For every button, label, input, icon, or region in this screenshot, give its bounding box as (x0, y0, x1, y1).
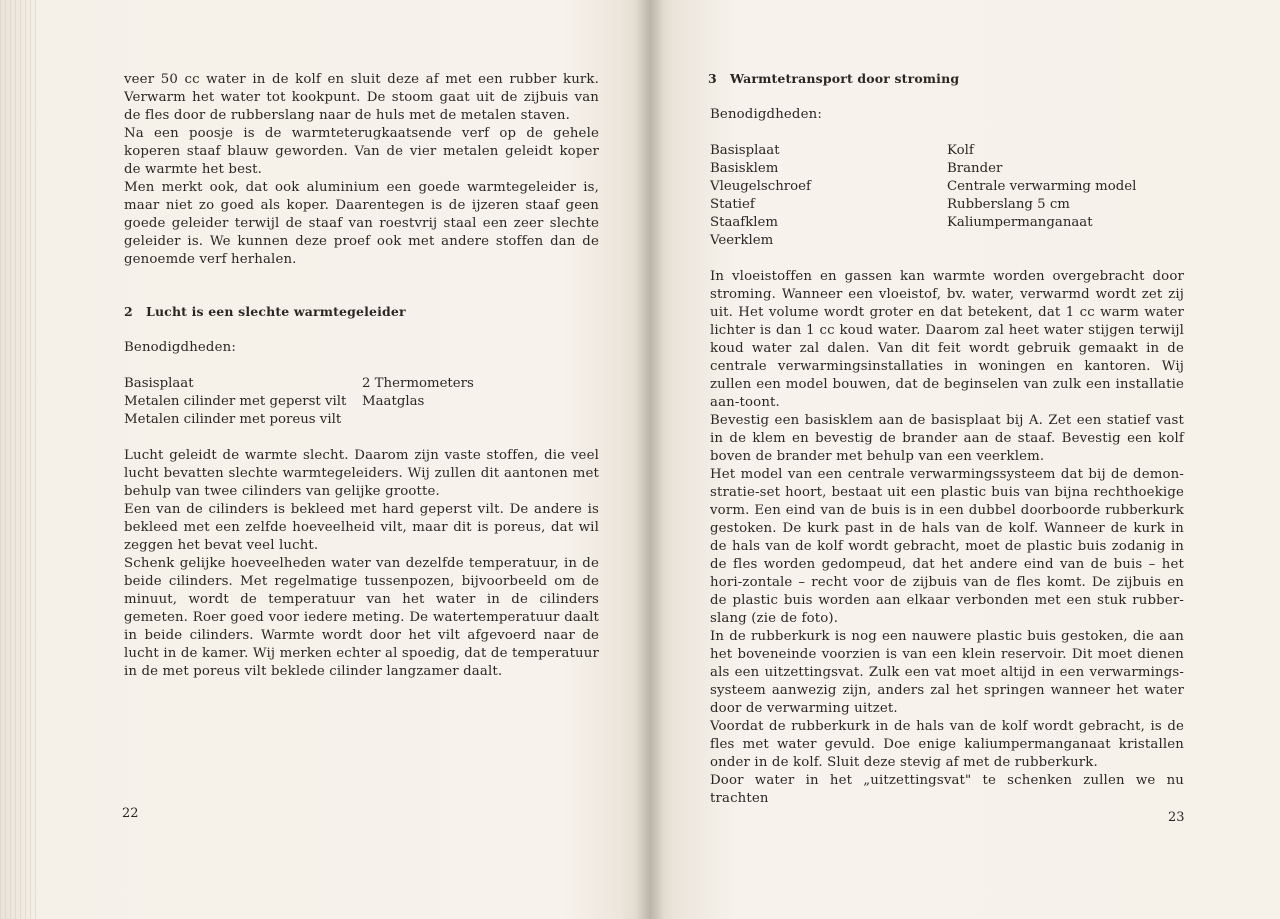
page-number: 22 (122, 806, 139, 821)
intro-paragraph: Na een poosje is de warmteterugkaatsende verf op de gehele koperen staaf blauw geworden. Van de vier metalen geleidt koper de warmte het best. (124, 126, 599, 177)
book-gutter (636, 0, 664, 919)
intro-text (124, 71, 599, 269)
material-item: Kaliumpermanganaat (947, 215, 1093, 230)
material-item: 2 Thermometers (362, 376, 474, 391)
body-paragraph: Lucht geleidt de warmte slecht. Daarom zijn vaste stoffen, die veel lucht bevatten slechte warmtegeleiders. Wij zullen dit aantonen met behulp van twee cilinders van gelijke grootte. (124, 448, 599, 499)
material-item: Centrale verwarming model (947, 179, 1137, 194)
material-item: Statief (710, 197, 755, 212)
material-item: Kolf (947, 143, 974, 158)
section-title: Lucht is een slechte warmtegeleider (146, 304, 406, 319)
materials-list (710, 142, 811, 250)
right-page (650, 0, 1280, 919)
page-edges (0, 0, 40, 919)
body-paragraph: In de rubberkurk is nog een nauwere plastic buis gestoken, die aan het boveneinde voorzien is van een klein reservoir. Dit moet dienen als een uitzettingsvat. Zulk een vat moet altijd in een verwarmings-systeem aanwezig zijn, anders zal het springen wanneer het water door de verwarming uitzet. (710, 629, 1184, 716)
body-paragraph: In vloeistoffen en gassen kan warmte worden overgebracht door stroming. Wanneer een vloeistof, bv. water, verwarmd wordt zet zij uit. Het volume wordt groter en dat betekent, dat 1 cc warm water lichter is dan 1 cc koud water. Daarom zal heet water stijgen terwijl koud water zal dalen. Van dit feit wordt gebruik gemaakt in de centrale verwarmingsinstallaties in woningen en kantoren. Wij zullen een model bouwen, dat de beginselen van zulk een installatie aan-toont. (710, 269, 1184, 410)
materials-label: Benodigdheden: (710, 107, 822, 122)
page-number: 23 (1168, 810, 1185, 825)
material-item: Basisklem (710, 161, 779, 176)
intro-paragraph: Men merkt ook, dat ook aluminium een goede warmtegeleider is, maar niet zo goed als koper. Daarentegen is de ijzeren staaf geen goede geleider terwijl de staaf van roestvrij staal een zeer slechte geleider is. We kunnen deze proef ook met andere stoffen dan de genoemde verf herhalen. (124, 180, 599, 267)
section-number: 3 (708, 71, 717, 86)
material-item: Metalen cilinder met geperst vilt (124, 394, 347, 409)
section-body (124, 447, 599, 681)
materials-list-2 (362, 375, 474, 411)
section-number: 2 (124, 304, 133, 319)
material-item: Metalen cilinder met poreus vilt (124, 412, 342, 427)
section-heading (124, 303, 599, 321)
material-item: Rubberslang 5 cm (947, 197, 1070, 212)
section-title: Warmtetransport door stroming (730, 71, 960, 86)
material-item: Vleugelschroef (710, 179, 811, 194)
body-paragraph: Voordat de rubberkurk in de hals van de kolf wordt gebracht, is de fles met water gevuld. Doe enige kaliumpermanganaat kristallen onder in de kolf. Sluit deze stevig af met de rubberkurk. (710, 719, 1184, 770)
body-paragraph: Door water in het „uitzettingsvat" te schenken zullen we nu trachten (710, 773, 1184, 806)
materials-list (124, 375, 346, 429)
material-item: Basisplaat (124, 376, 194, 391)
body-paragraph: Het model van een centrale verwarmingssysteem dat bij de demon-stratie-set hoort, bestaat uit een plastic buis van bijna rechthoekige vorm. Een eind van de buis is in een dubbel doorboorde rubberkurk gestoken. De kurk past in de hals van de kolf. Wanneer de kurk in de hals van de kolf wordt gebracht, moet de plastic buis zodanig in de fles worden gedompeud, dat het andere eind van de buis – het hori-zontale – recht voor de zijbuis van de fles komt. De zijbuis en de plastic buis worden aan elkaar verbonden met een stuk rubber-slang (zie de foto). (710, 467, 1184, 626)
material-item: Maatglas (362, 394, 425, 409)
section-body (710, 268, 1184, 808)
body-paragraph: Een van de cilinders is bekleed met hard geperst vilt. De andere is bekleed met een zelfde hoeveelheid vilt, maar dit is poreus, dat wil zeggen het bevat veel lucht. (124, 502, 599, 553)
material-item: Brander (947, 161, 1003, 176)
intro-paragraph: veer 50 cc water in de kolf en sluit deze af met een rubber kurk. Verwarm het water tot kookpunt. De stoom gaat uit de zijbuis van de fles door de rubberslang naar de huls met de metalen staven. (124, 72, 599, 123)
materials-list-2 (947, 142, 1136, 232)
material-item: Basisplaat (710, 143, 780, 158)
body-paragraph: Bevestig een basisklem aan de basisplaat bij A. Zet een statief vast in de klem en bevestig de brander aan de staaf. Bevestig een kolf boven de brander met behulp van een veerklem. (710, 413, 1184, 464)
material-item: Staafklem (710, 215, 779, 230)
materials-label: Benodigdheden: (124, 340, 236, 355)
section-heading (708, 70, 1188, 88)
body-paragraph: Schenk gelijke hoeveelheden water van dezelfde temperatuur, in de beide cilinders. Met regelmatige tussenpozen, bijvoorbeeld om de minuut, wordt de temperatuur van het water in de cilinders gemeten. Roer goed voor iedere meting. De watertemperatuur daalt in beide cilinders. Warmte wordt door het vilt afgevoerd naar de lucht in de kamer. Wij merken echter al spoedig, dat de temperatuur in de met poreus vilt beklede cilinder langzamer daalt. (124, 556, 599, 679)
material-item: Veerklem (710, 233, 774, 248)
